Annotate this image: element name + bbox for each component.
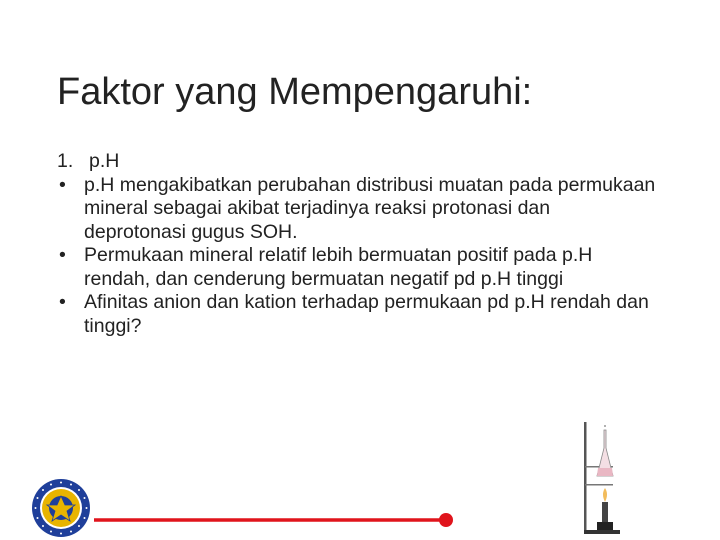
bullet-marker: • — [59, 244, 66, 266]
numbered-item — [57, 150, 657, 174]
bullet-item — [57, 174, 657, 245]
bullet-item — [57, 244, 657, 291]
bullet-text: p.H mengakibatkan perubahan distribusi muatan pada permukaan mineral sebagai akibat terjadinya reaksi protonasi dan deprotonasi gugus SOH. — [84, 173, 656, 243]
accent-line — [92, 510, 457, 530]
item-label: p.H — [89, 150, 120, 172]
bullet-marker: • — [59, 173, 66, 196]
item-number: 1. — [57, 150, 74, 172]
bullet-text: Permukaan mineral relatif lebih bermuatan positif pada p.H rendah, dan cenderung bermuatan negatif pd p.H tinggi — [84, 244, 593, 290]
university-emblem-icon — [31, 478, 91, 538]
accent-dot — [439, 513, 453, 527]
bullet-item — [57, 291, 657, 338]
bullet-text: Afinitas anion dan kation terhadap permukaan pd p.H rendah dan tinggi? — [84, 291, 649, 337]
slide-title: Faktor yang Mempengaruhi: — [57, 71, 533, 113]
bullet-marker: • — [59, 291, 66, 313]
lab-burner-flask-icon — [582, 418, 634, 536]
slide-body — [57, 150, 657, 338]
